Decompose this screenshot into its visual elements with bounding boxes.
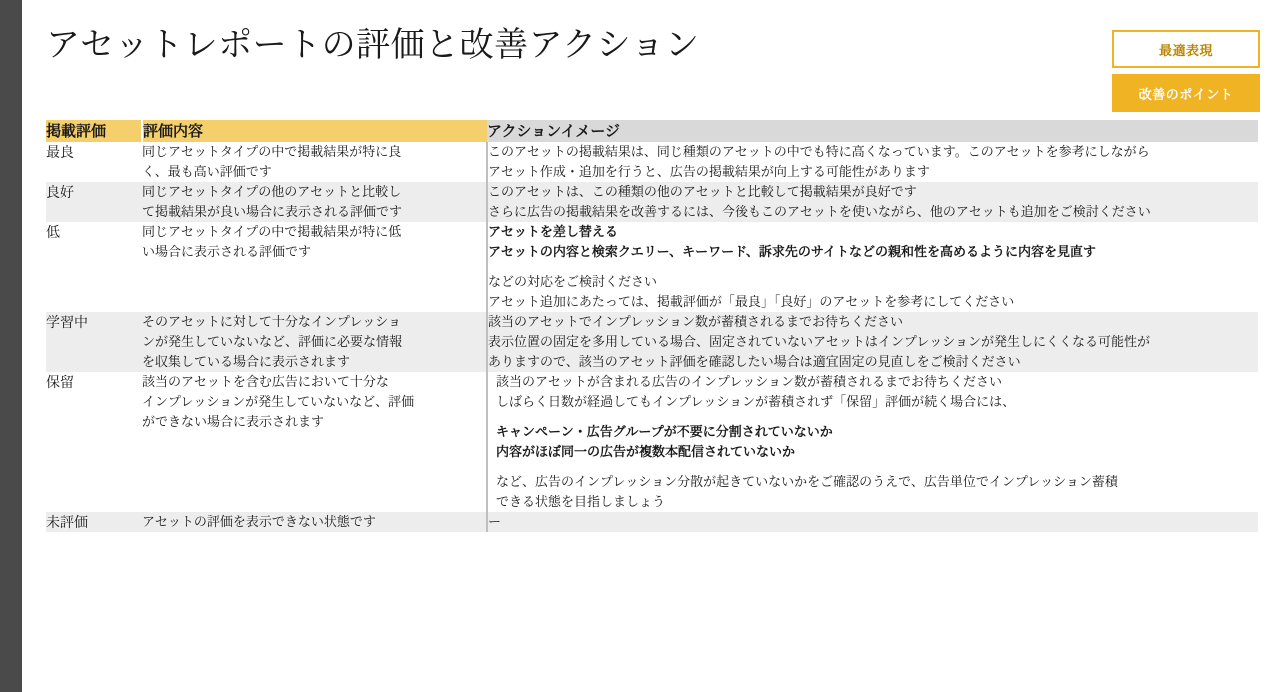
- cell-action: [487, 312, 1258, 372]
- action-line: このアセットの掲載結果は、同じ種類のアセットの中でも特に高くなっています。このアセットを参考にしながら: [488, 144, 1150, 159]
- action-line: アセット追加にあたっては、掲載評価が「最良」「良好」のアセットを参考にしてください: [488, 294, 1015, 309]
- action-line: 該当のアセットでインプレッション数が蓄積されるまでお待ちください: [488, 314, 903, 329]
- cell-content: [142, 182, 487, 222]
- cell-action: [487, 512, 1258, 532]
- cell-evaluation: 良好: [46, 182, 142, 222]
- action-line: アセット作成・追加を行うと、広告の掲載結果が向上する可能性があります: [488, 164, 930, 179]
- table-row: [46, 372, 1258, 512]
- action-line: など、広告のインプレッション分散が起きていないかをご確認のうえで、広告単位でインプレッション蓄積: [496, 474, 1118, 489]
- cell-action: [487, 222, 1258, 312]
- cell-evaluation: 最良: [46, 142, 142, 182]
- cell-content: [142, 372, 487, 512]
- action-line: しばらく日数が経過してもインプレッションが蓄積されず「保留」評価が続く場合には、: [496, 394, 1016, 409]
- action-line: アセットを差し替える: [488, 224, 618, 239]
- table-row: [46, 512, 1258, 532]
- content-line: インプレッションが発生していないなど、評価: [142, 394, 415, 409]
- content-line: 同じアセットタイプの中で掲載結果が特に低: [142, 224, 402, 239]
- cell-content: [142, 142, 487, 182]
- cell-evaluation: 低: [46, 222, 142, 312]
- spacer: [488, 412, 1258, 422]
- action-line: 該当のアセットが含まれる広告のインプレッション数が蓄積されるまでお待ちください: [496, 374, 1002, 389]
- cell-evaluation: 保留: [46, 372, 142, 512]
- action-line: このアセットは、この種類の他のアセットと比較して掲載結果が良好です: [488, 184, 917, 199]
- table-row: [46, 182, 1258, 222]
- cell-action: [487, 182, 1258, 222]
- table-header-row: [46, 120, 1258, 142]
- cell-action: [487, 372, 1258, 512]
- action-line: さらに広告の掲載結果を改善するには、今後もこのアセットを使いながら、他のアセットも追加をご検討ください: [488, 204, 1151, 219]
- header-content: 評価内容: [142, 120, 487, 142]
- content-line: 同じアセットタイプの中で掲載結果が特に良: [142, 144, 402, 159]
- action-line: ー: [488, 514, 502, 529]
- action-line: 内容がほぼ同一の広告が複数本配信されていないか: [496, 444, 796, 459]
- header-evaluation: 掲載評価: [46, 120, 142, 142]
- action-line: などの対応をご検討ください: [488, 274, 658, 289]
- spacer: [488, 462, 1258, 472]
- cell-evaluation: 未評価: [46, 512, 142, 532]
- table-row: [46, 142, 1258, 182]
- page-title: アセットレポートの評価と改善アクション: [46, 26, 700, 64]
- content-line: を収集している場合に表示されます: [142, 354, 351, 369]
- action-line: できる状態を目指しましょう: [496, 494, 666, 509]
- cell-content: [142, 512, 487, 532]
- badge-group: [1112, 30, 1260, 112]
- content-line: ができない場合に表示されます: [142, 414, 325, 429]
- action-line: 表示位置の固定を多用している場合、固定されていないアセットはインプレッションが発生しにくくなる可能性が: [488, 334, 1150, 349]
- header-action: アクションイメージ: [487, 120, 1258, 142]
- asset-report-table: [46, 120, 1258, 532]
- content-line: アセットの評価を表示できない状態です: [142, 514, 376, 529]
- content-line: く、最も高い評価です: [142, 164, 272, 179]
- action-line: ありますので、該当のアセット評価を確認したい場合は適宜固定の見直しをご検討ください: [488, 354, 1021, 369]
- badge-optimal-expression: 最適表現: [1112, 30, 1260, 68]
- spacer: [488, 262, 1258, 272]
- cell-content: [142, 222, 487, 312]
- action-line: アセットの内容と検索クエリー、キーワード、訴求先のサイトなどの親和性を高めるように内容を見直す: [488, 244, 1097, 259]
- cell-action: [487, 142, 1258, 182]
- cell-content: [142, 312, 487, 372]
- content-line: 同じアセットタイプの他のアセットと比較し: [142, 184, 402, 199]
- cell-evaluation: 学習中: [46, 312, 142, 372]
- content-line: 該当のアセットを含む広告において十分な: [142, 374, 389, 389]
- content-line: ンが発生していないなど、評価に必要な情報: [142, 334, 403, 349]
- table-row: [46, 312, 1258, 372]
- content-line: い場合に表示される評価です: [142, 244, 312, 259]
- content-line: そのアセットに対して十分なインプレッショ: [142, 314, 401, 329]
- content-line: て掲載結果が良い場合に表示される評価です: [142, 204, 403, 219]
- badge-improvement-point: 改善のポイント: [1112, 74, 1260, 112]
- table-row: [46, 222, 1258, 312]
- slide-page: [22, 0, 1280, 692]
- left-accent-bar: [0, 0, 22, 692]
- action-line: キャンペーン・広告グループが不要に分割されていないか: [496, 424, 833, 439]
